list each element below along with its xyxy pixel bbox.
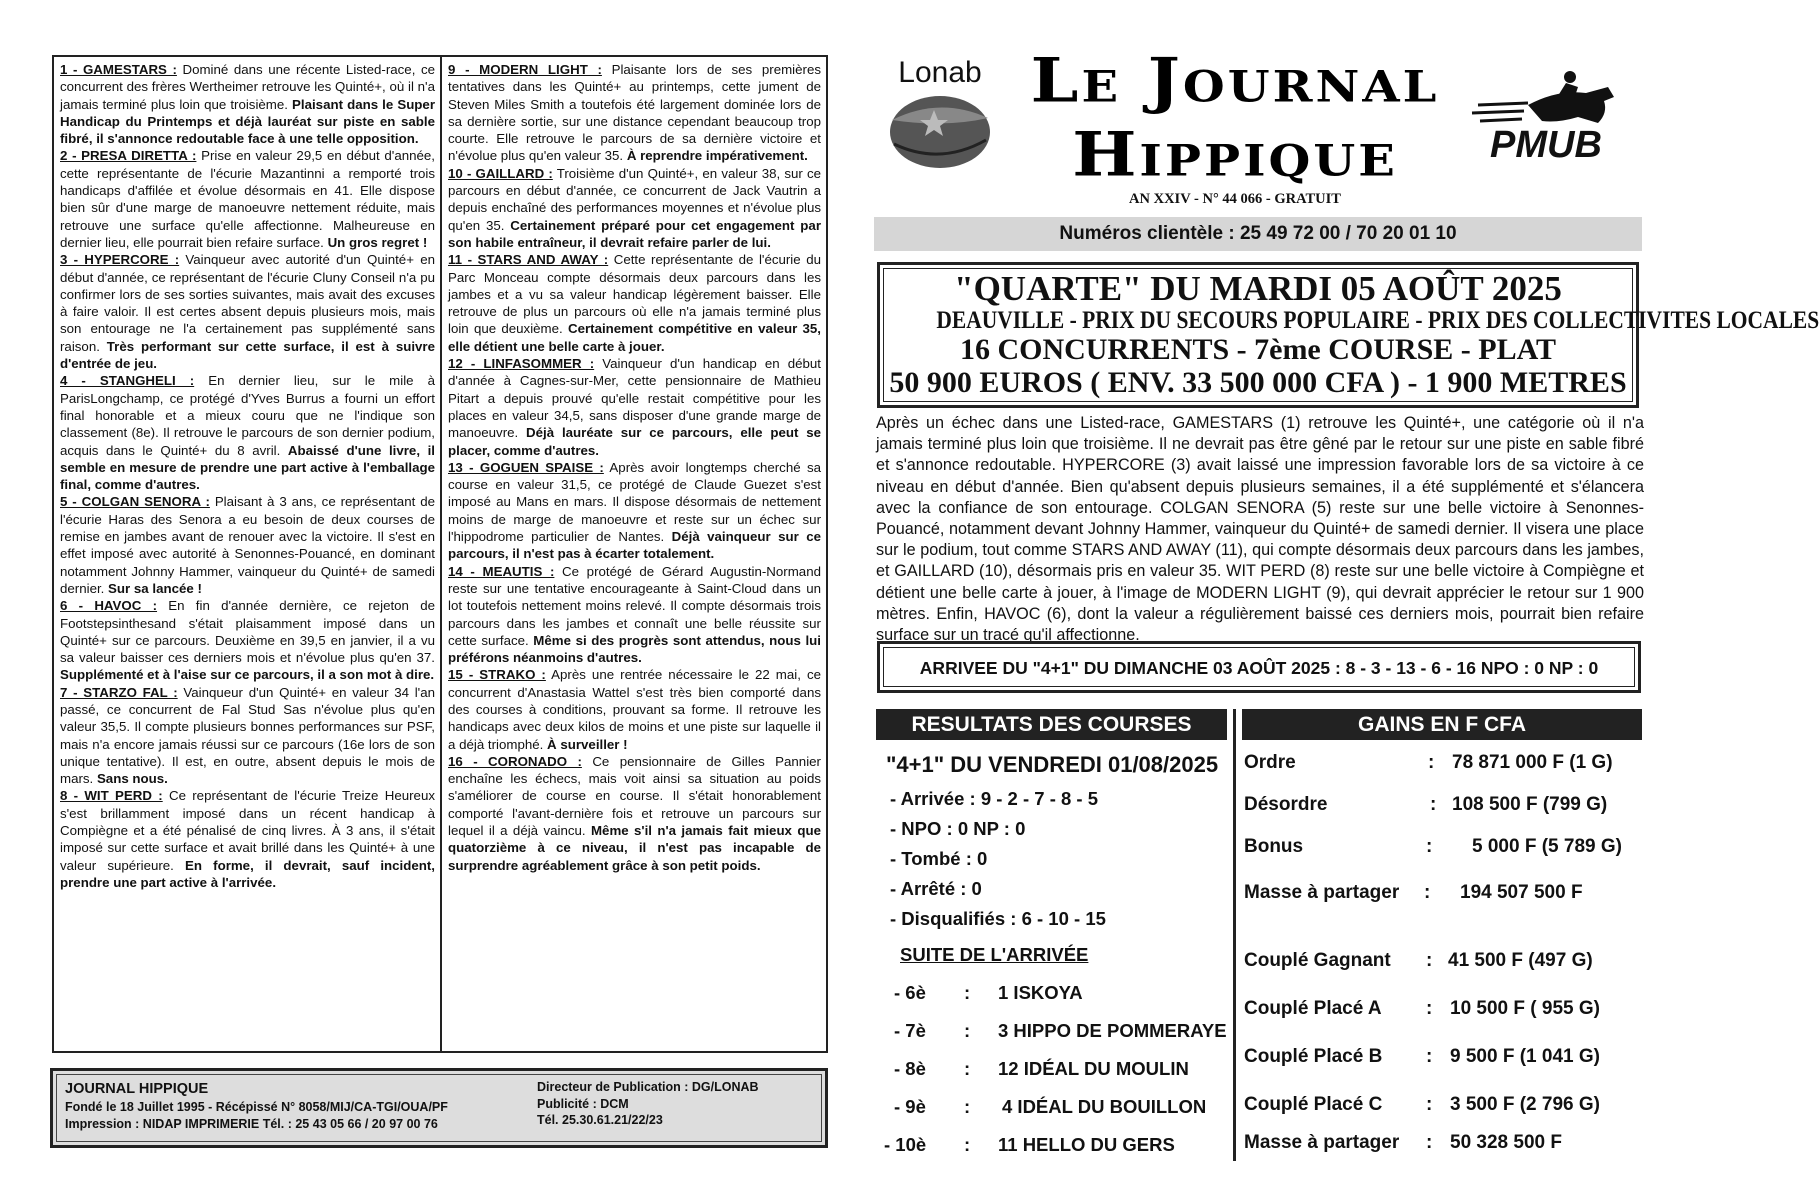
race-runners: 16 CONCURRENTS - 7ème COURSE - PLAT (959, 333, 1557, 366)
divider (1233, 709, 1236, 1161)
prognosis-box (52, 55, 828, 1053)
results-title: "4+1" DU VENDREDI 01/08/2025 (886, 752, 1219, 777)
imprint-title: JOURNAL HIPPIQUE (65, 1081, 209, 1097)
pmub-logo (1458, 65, 1628, 165)
lonab-logo (884, 58, 996, 170)
race-summary: Après un échec dans une Listed-race, GAMESTARS (1) retrouve les Quinté+, une catégorie où il n'a jamais terminé plus loin que troisième. Il ne devrait pas être gêné par le retour sur une piste en sable fibré et s'annonce redoutable. HYPERCORE (3) avait laissé une impression favorable lors de sa victoire à ce niveau en début d'année. Bien qu'absent depuis plusieurs semaines, il a été supplémenté et s'élancera avec la confiance de son entourage. COLGAN SENORA (5) reste sur une belle victoire à Senonnes-Pouancé, notamment devant Johnny Hammer, vainqueur du Quinté+ de samedi dernier. Il visera une place sur le podium, tout comme STARS AND AWAY (11), qui compte désormais deux parcours dans les jambes, et GAILLARD (10), désormais pris en valeur 35. WIT PERD (8) reste sur une belle victoire à Compiègne et détient une belle carte à jouer, à l'image de MODERN LIGHT (9), qui devrait apprécier le retour sur 1 900 mètres. Enfin, HAVOC (6), dont la valeur a régulièrement baissé ces derniers mois, pourrait bien refaire surface sur un tracé qu'il affectionne. (876, 414, 1644, 645)
horse-paragraph: 3 - HYPERCORE : Vainqueur avec autorité d'un Quinté+ en début d'année, ce représentant de l'écurie Cluny Conseil n'a pu confirmer lors de ses sorties suivantes, mais avait des excuses à faire valoir. Il est certes absent depuis plusieurs mois, mais son entourage ne l'a certainement pas supplémenté sans raison. Très performant sur cette surface, il est à suivre d'entrée de jeu. (60, 252, 435, 372)
masthead-line-2: Hippique (1072, 119, 1398, 191)
race-title-inner (883, 268, 1819, 402)
horse-paragraph: 4 - STANGHELI : En dernier lieu, sur le mile à ParisLongchamp, ce protégé d'Yves Burrus a fourni un effort final honorable et a mieux couru que ne l'indique son classement (8e). Il retrouve le parcours de son dernier podium, acquis dans le Quinté+ du 8 avril. Abaissé d'une livre, il semble en mesure de prendre une part active à l'emballage final, comme d'autres. (60, 373, 435, 493)
imprint-founded: Fondé le 18 Juillet 1995 - Récépissé N° 8058/MIJ/CA-TGI/OUA/PF (65, 1100, 448, 1114)
pmub-wordmark: PMUB (1490, 124, 1602, 166)
suite-title: SUITE DE L'ARRIVÉE (900, 944, 1089, 965)
result-line: - Disqualifiés : 6 - 10 - 15 (890, 908, 1106, 929)
masthead (1020, 44, 1450, 192)
horse-paragraph: 1 - GAMESTARS : Dominé dans une récente Listed-race, ce concurrent des frères Wertheimer retrouve les Quinté+, où il n'a jamais terminé plus loin que troisième. Plaisant dans le Super Handicap du Printemps et déjà lauréat sur piste en sable fibré, il s'annonce redoutable face à une telle opposition. (60, 62, 436, 147)
horse-paragraph: 2 - PRESA DIRETTA : Prise en valeur 29,5 en début d'année, cette représentante de l'écurie Mazantinni a remporté trois handicaps d'affilée et évolue désormais en 41. Elle dispose bien sûr d'une marge de manoeuvre nettement réduite, mais retrouve une surface qu'elle affectionne. Malheureuse en dernier lieu, elle pourrait bien refaire surface. Un gros regret ! (60, 148, 436, 250)
imprint-inner (56, 1074, 822, 1142)
results-heading: RESULTATS DES COURSES (876, 709, 1227, 740)
jockey-horse-icon (1472, 71, 1614, 123)
horse-paragraph: 14 - MEAUTIS : Ce protégé de Gérard Augustin-Normand reste sur une tentative encourageante à Saint-Cloud dans un lot toutefois nettement moins relevé. Il compte désormais trois parcours dans les jambes et connaît une belle réussite sur cette surface. Même si des progrès sont attendus, nous lui préférons néanmoins d'autres. (448, 563, 821, 666)
horse-paragraph: 9 - MODERN LIGHT : Plaisante lors de ses premières tentatives dans les Quinté+ au printemps, cette jument de Steven Miles Smith a toutefois été largement dominée lors de sa dernière sortie, sur une distance cependant beaucoup trop courte. Elle retrouve le parcours de sa dernière victoire et n'évolue plus qu'en valeur 35. À reprendre impérativement. (448, 62, 821, 164)
horse-paragraph: 12 - LINFASOMMER : Vainqueur d'un handicap en début d'année à Cagnes-sur-Mer, cette pensionnaire de Mathieu Pitart a depuis prouvé qu'elle restait compétitive pour les places en valeur 34,5, sans disposer d'une grande marge de manoeuvre. Déjà lauréate sur ce parcours, elle peut se placer, comme d'autres. (448, 356, 821, 458)
imprint-phone: Tél. 25.30.61.21/22/23 (537, 1113, 663, 1127)
result-line: - Arrivée : 9 - 2 - 7 - 8 - 5 (890, 788, 1099, 809)
previous-result-box (877, 641, 1641, 693)
horse-paragraph: 5 - COLGAN SENORA : Plaisant à 3 ans, ce représentant de l'écurie Haras des Senora a eu besoin de deux courses de remise en jambes avant de renouer avec la victoire. Il s'est en effet imposé avec autorité à Senonnes-Pouancé, en dominant notamment Johnny Hammer, vainqueur du Quinté+ de samedi dernier. Sur sa lancée ! (60, 494, 435, 596)
horse-paragraph: 11 - STARS AND AWAY : Cette représentante de l'écurie du Parc Monceau compte désormais deux parcours dans les jambes et a vu sa valeur handicap légèrement baisser. Elle retrouve de plus un parcours où elle n'a jamais terminé plus loin que deuxième. Certainement compétitive en valeur 35, elle détient une belle carte à jouer. (448, 252, 821, 354)
horse-paragraph: 15 - STRAKO : Après une rentrée nécessaire le 22 mai, ce concurrent d'Anastasia Wattel s'est très bien comporté dans des courses à conditions, prouvant sa forme. Il retrouve les handicaps avec deux kilos de moins et une piste sur laquelle il a déjà triomphé. À surveiller ! (448, 667, 822, 752)
race-title-box (877, 262, 1819, 408)
prognosis-column-1 (54, 57, 442, 1051)
imprint-director: Directeur de Publication : DG/LONAB (537, 1080, 759, 1094)
issue-number: AN XXIV - N° 44 066 - GRATUIT (1129, 191, 1341, 207)
imprint-left (65, 1079, 537, 1137)
horse-paragraph: 16 - CORONADO : Ce pensionnaire de Gilles Pannier enchaîne les échecs, mais voit ainsi sa situation au poids s'améliorer de course en course. Il s'était honorablement comporté l'avant-dernière fois et retrouve un parcours sur lequel il a déjà vaincu. Même s'il n'a jamais fait mieux que quatorzième à ce niveau, il n'est pas incapable de surprendre agréablement grâce à son petit poids. (448, 753, 821, 873)
customer-numbers-bar: Numéros clientèle : 25 49 72 00 / 70 20 01 10 (874, 217, 1642, 251)
horse-paragraph: 6 - HAVOC : En fin d'année dernière, ce rejeton de Footstepsinthesand s'était plaisamment imposé dans un Quinté+ sur ce parcours. Deuxième en 39,5 en janvier, il a vu sa valeur baisser ces derniers mois et n'évolue plus qu'en 37. Supplémenté et à l'aise sur ce parcours, il a son mot à dire. (60, 598, 435, 683)
imprint-printing: Impression : NIDAP IMPRIMERIE Tél. : 25 43 05 66 / 20 97 00 76 (65, 1116, 438, 1131)
gains-heading: GAINS EN F CFA (1242, 709, 1642, 740)
imprint-advertising: Publicité : DCM (537, 1096, 629, 1111)
race-purse-distance: 50 900 EUROS ( ENV. 33 500 000 CFA ) - 1 900 METRES (889, 366, 1627, 399)
prognosis-column-2 (442, 57, 826, 1051)
result-line: - Arrêté : 0 (890, 878, 982, 899)
horse-paragraph: 7 - STARZO FAL : Vainqueur d'un Quinté+ en valeur 34 l'an passé, ce concurrent de Fal Stud Sas n'évolue plus qu'en valeur 35,5. Il compte plusieurs bonnes performances sur PSF, mais n'a encore jamais réussi sur ce parcours (16e lors de son unique tentative). Il est, en outre, absent depuis le mois de mars. Sans nous. (60, 684, 435, 787)
race-bet-date: "QUARTE" DU MARDI 05 AOÛT 2025 (954, 269, 1562, 308)
lonab-wordmark: Lonab (898, 56, 982, 89)
horse-paragraph: 13 - GOGUEN SPAISE : Après avoir longtemps cherché sa course en valeur 31,5, ce protégé de Claude Guezet s'est imposé au Mans en mars. Il dispose désormais de nettement moins de marge de manoeuvre et reste sur un échec sur l'hippodrome particulier de Nantes. Déjà vainqueur sur ce parcours, il n'est pas à écarter totalement. (448, 459, 821, 562)
imprint-right (537, 1079, 813, 1137)
race-venue-prize: DEAUVILLE - PRIX DU SECOURS POPULAIRE - PRIX DES COLLECTIVITES LOCALES (936, 307, 1819, 334)
horse-paragraph: 10 - GAILLARD : Troisième d'un Quinté+, en valeur 38, sur ce parcours en début d'année, ce concurrent de Jack Vautrin a depuis enchaîné des performances moyennes et n'évolue plus qu'en 35. Certainement préparé pour cet engagement par son habile entraîneur, il devrait refaire parler de lui. (448, 165, 821, 250)
result-line: - Tombé : 0 (890, 848, 988, 869)
masthead-line-1: Le Journal (1030, 45, 1440, 117)
imprint-box (50, 1068, 828, 1148)
horse-paragraph: 8 - WIT PERD : Ce représentant de l'écurie Treize Heureux s'est brillamment imposé dans un récent handicap à Compiègne et a été pénalisé de cinq livres. À 3 ans, il s'était imposé sur cette surface et avait brillé dans les Quinté+ à une valeur supérieure. En forme, il devrait, sauf incident, prendre une part active à l'arrivée. (60, 788, 435, 890)
previous-result-text: ARRIVEE DU "4+1" DU DIMANCHE 03 AOÛT 2025 : 8 - 3 - 13 - 6 - 16 NPO : 0 NP : 0 (883, 647, 1635, 687)
result-line: - NPO : 0 NP : 0 (890, 818, 1026, 839)
